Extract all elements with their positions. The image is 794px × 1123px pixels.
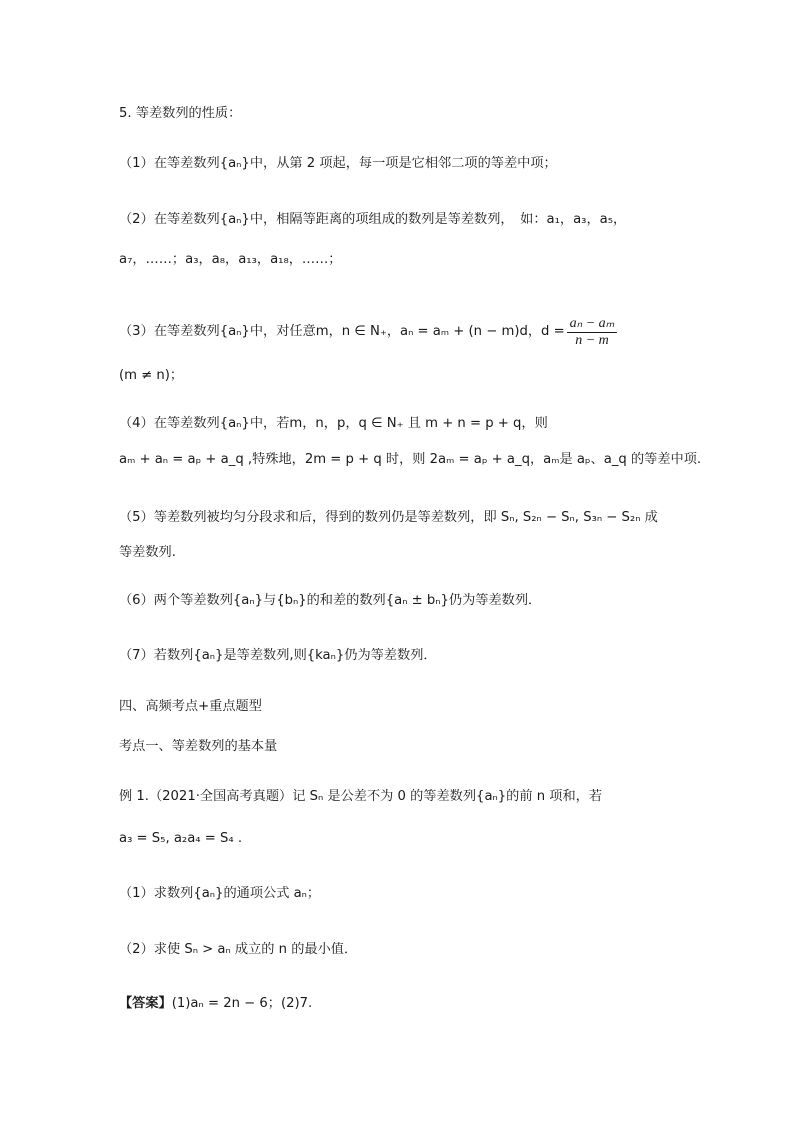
example-line-2: a₃ = S₅, a₂a₄ = S₄ .	[119, 831, 243, 846]
property-3-line-2: (m ≠ n)；	[119, 368, 184, 383]
property-3-line-1	[119, 315, 694, 349]
example-line-1: 例 1.（2021·全国高考真题）记 Sₙ 是公差不为 0 的等差数列{aₙ}的前 n 项和，若	[119, 789, 603, 804]
property-7: （7）若数列{aₙ}是等差数列,则{kaₙ}仍为等差数列．	[119, 648, 437, 663]
property-5-line-2: 等差数列.	[119, 545, 176, 560]
answer-text: (1)aₙ = 2n − 6；(2)7.	[171, 996, 313, 1011]
property-4-line-2: aₘ + aₙ = aₚ + a_q ,特殊地，2m = p + q 时，则 2aₘ = aₚ + a_q，aₘ是 aₚ、a_q 的等差中项.	[119, 452, 702, 467]
answer-label: 【答案】	[119, 996, 172, 1011]
topic-heading: 考点一、等差数列的基本量	[119, 739, 278, 754]
properties-heading: 5. 等差数列的性质：	[119, 106, 242, 121]
property-5-line-1: （5）等差数列被均匀分段求和后，得到的数列仍是等差数列，即 Sₙ, S₂ₙ − Sₙ, S₃ₙ − S₂ₙ 成	[119, 510, 658, 525]
fraction-numerator: aₙ − aₘ	[567, 316, 618, 333]
section-heading: 四、高频考点+重点题型	[119, 699, 262, 714]
question-1: （1）求数列{aₙ}的通项公式 aₙ；	[119, 886, 321, 901]
difference-fraction	[567, 316, 618, 349]
fraction-denominator: n − m	[575, 332, 609, 348]
property-1: （1）在等差数列{aₙ}中，从第 2 项起，每一项是它相邻二项的等差中项；	[119, 156, 557, 171]
property-3-text: （3）在等差数列{aₙ}中，对任意m，n ∈ N₊，aₙ = aₘ + (n − m)d，d =	[119, 324, 565, 339]
property-6: （6）两个等差数列{aₙ}与{bₙ}的和差的数列{aₙ ± bₙ}仍为等差数列．	[119, 593, 542, 608]
answer-line	[119, 994, 694, 1014]
property-4-line-1: （4）在等差数列{aₙ}中，若m，n，p，q ∈ N₊ 且 m + n = p + q，则	[119, 416, 548, 431]
question-2: （2）求使 Sₙ > aₙ 成立的 n 的最小值．	[119, 942, 358, 957]
property-2-line-2: a₇，……；a₃，a₈，a₁₃，a₁₈，……；	[119, 252, 342, 267]
property-2-line-1: （2）在等差数列{aₙ}中，相隔等距离的项组成的数列是等差数列， 如：a₁，a₃，a₅，	[119, 212, 627, 227]
